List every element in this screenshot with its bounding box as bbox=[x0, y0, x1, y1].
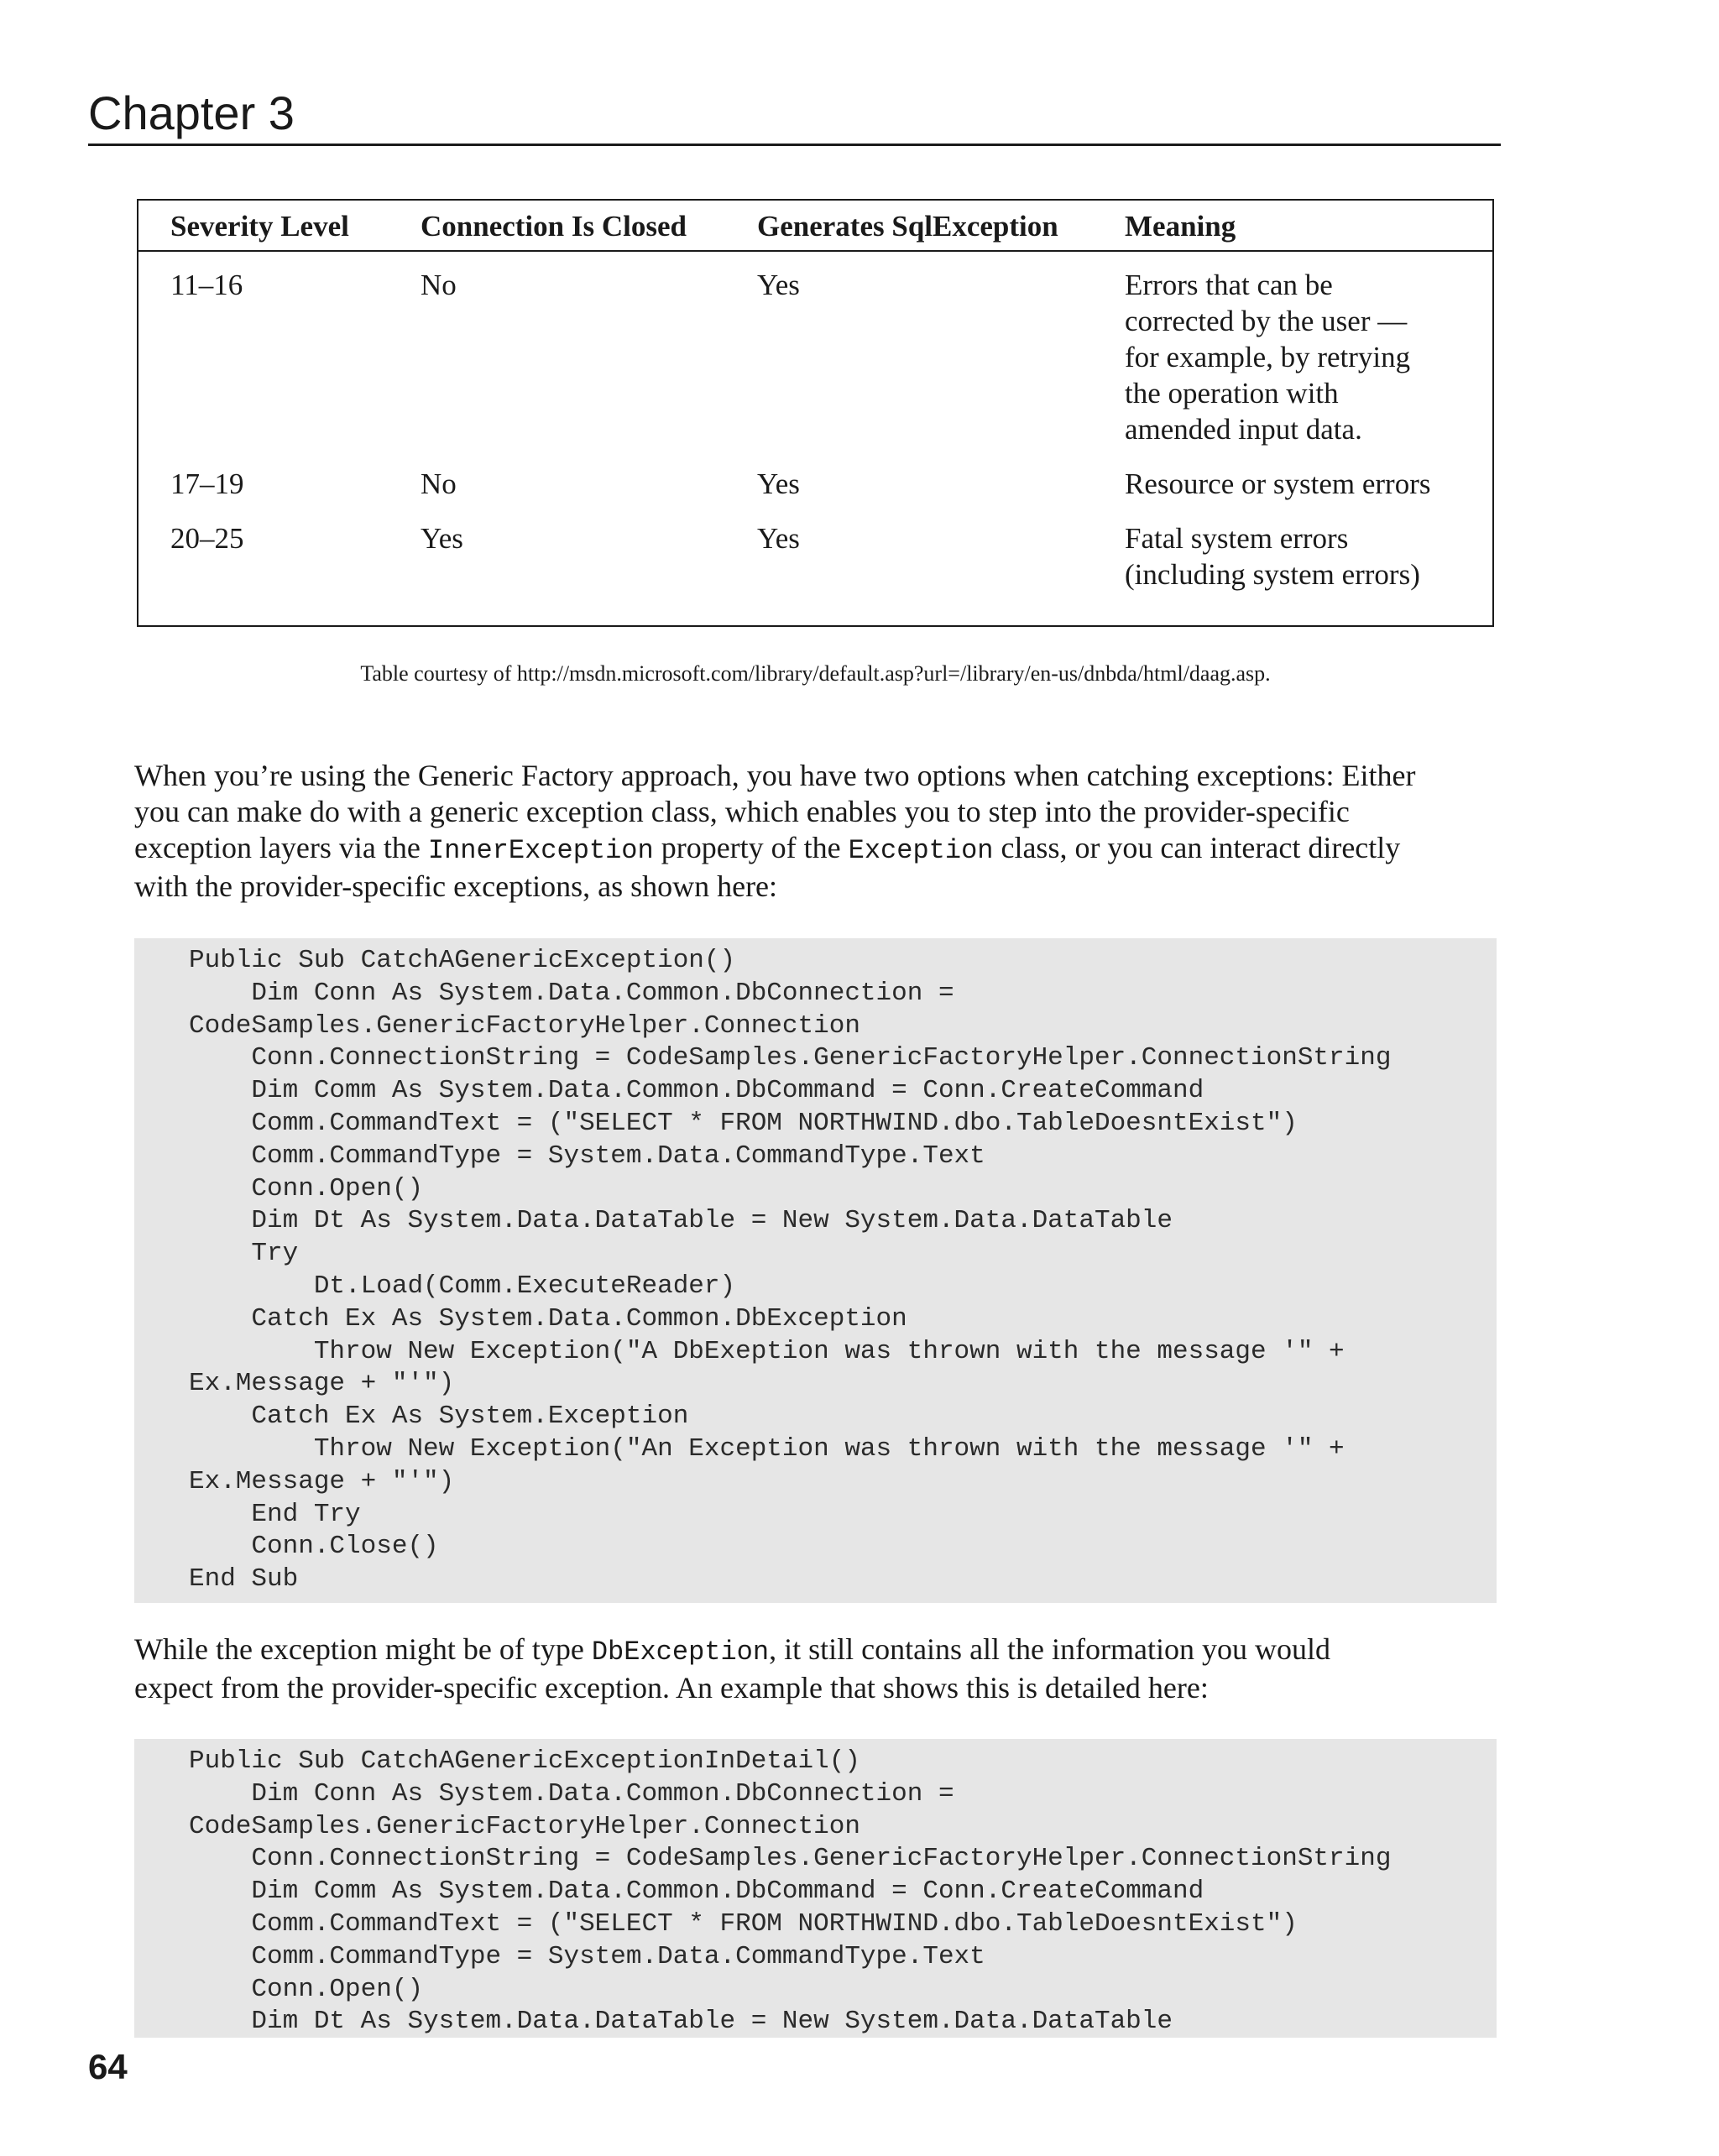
code-line: Public Sub CatchAGenericExceptionInDetail() bbox=[189, 1746, 860, 1776]
table-header-row bbox=[138, 201, 1492, 251]
code-line: Ex.Message + "'") bbox=[189, 1369, 455, 1399]
code-block-2 bbox=[134, 1739, 1497, 2038]
column-header: Severity Level bbox=[170, 209, 349, 243]
code-line: Catch Ex As System.Exception bbox=[189, 1402, 689, 1432]
table-cell-meaning bbox=[1125, 251, 1492, 447]
code-line: Comm.CommandType = System.Data.CommandType.Text bbox=[189, 1941, 985, 1971]
table-cell-closed: No bbox=[421, 467, 457, 500]
paragraph-line: expect from the provider-specific exception. An example that shows this is detailed here: bbox=[134, 1671, 1209, 1704]
code-line: Dim Conn As System.Data.Common.DbConnection = bbox=[189, 1778, 954, 1809]
meaning-line: Errors that can be bbox=[1125, 269, 1333, 301]
page-number: 64 bbox=[88, 2047, 128, 2086]
code-line: Throw New Exception("A DbExeption was thrown with the message '" + bbox=[189, 1336, 1345, 1366]
table-cell-severity: 17–19 bbox=[170, 467, 244, 500]
code-line: Catch Ex As System.Data.Common.DbException bbox=[189, 1303, 907, 1334]
meaning-line: for example, by retrying bbox=[1125, 341, 1411, 373]
code-line: Conn.Open() bbox=[189, 1173, 424, 1203]
code-line: End Sub bbox=[189, 1564, 299, 1595]
paragraph-line: you can make do with a generic exception class, which enables you to step into the provider-specific bbox=[134, 795, 1350, 828]
code-line: Dim Conn As System.Data.Common.DbConnection = bbox=[189, 978, 954, 1008]
severity-table-grid bbox=[138, 201, 1492, 593]
code-line: End Try bbox=[189, 1499, 361, 1529]
meaning-line: Resource or system errors bbox=[1125, 467, 1431, 500]
inline-code: Exception bbox=[848, 835, 994, 866]
meaning-line: amended input data. bbox=[1125, 413, 1362, 446]
table-row bbox=[138, 251, 1492, 447]
paragraph-line bbox=[134, 1631, 1502, 1670]
body-paragraph-1 bbox=[134, 758, 1502, 905]
inline-code: DbException bbox=[591, 1637, 770, 1668]
chapter-title: Chapter 3 bbox=[88, 86, 295, 139]
table-row bbox=[138, 502, 1492, 593]
code-line: CodeSamples.GenericFactoryHelper.Connection bbox=[189, 1010, 860, 1041]
code-line: Comm.CommandText = ("SELECT * FROM NORTHWIND.dbo.TableDoesntExist") bbox=[189, 1108, 1298, 1138]
table-cell-severity: 11–16 bbox=[170, 269, 243, 301]
code-line: Public Sub CatchAGenericException() bbox=[189, 946, 736, 975]
table-cell-generates: Yes bbox=[757, 522, 800, 555]
column-header: Generates SqlException bbox=[757, 209, 1058, 243]
severity-table bbox=[137, 199, 1494, 627]
table-cell-generates: Yes bbox=[757, 467, 800, 500]
table-cell-severity: 20–25 bbox=[170, 522, 244, 555]
code-line: Ex.Message + "'") bbox=[189, 1466, 455, 1496]
text-run: exception layers via the bbox=[134, 831, 428, 864]
code-line: Dim Dt As System.Data.DataTable = New System.Data.DataTable bbox=[189, 1206, 1173, 1236]
table-row bbox=[138, 447, 1492, 502]
paragraph-line: with the provider-specific exceptions, as shown here: bbox=[134, 869, 778, 903]
table-cell-closed: No bbox=[421, 269, 457, 301]
column-header: Meaning bbox=[1125, 209, 1236, 243]
code-line: Try bbox=[189, 1239, 299, 1269]
code-line: Dim Comm As System.Data.Common.DbCommand = Conn.CreateCommand bbox=[189, 1076, 1204, 1106]
code-line: Comm.CommandType = System.Data.CommandType.Text bbox=[189, 1141, 985, 1171]
paragraph-line bbox=[134, 830, 1502, 869]
text-run: While the exception might be of type bbox=[134, 1632, 592, 1666]
code-line: Dim Comm As System.Data.Common.DbCommand = Conn.CreateCommand bbox=[189, 1877, 1204, 1907]
code-line: Conn.Close() bbox=[189, 1532, 439, 1562]
text-run: property of the bbox=[653, 831, 849, 864]
code-line: Dim Dt As System.Data.DataTable = New System.Data.DataTable bbox=[189, 2007, 1173, 2037]
code-block-1 bbox=[134, 938, 1497, 1603]
code-line: Throw New Exception("An Exception was thrown with the message '" + bbox=[189, 1433, 1345, 1464]
table-cell-meaning bbox=[1125, 502, 1492, 593]
paragraph-line: When you’re using the Generic Factory approach, you have two options when catching exceptions: Either bbox=[134, 759, 1416, 792]
code-line: Comm.CommandText = ("SELECT * FROM NORTHWIND.dbo.TableDoesntExist") bbox=[189, 1908, 1298, 1939]
code-line: Conn.ConnectionString = CodeSamples.GenericFactoryHelper.ConnectionString bbox=[189, 1844, 1392, 1874]
table-caption: Table courtesy of http://msdn.microsoft.com/library/default.asp?url=/library/en-us/dnbda/html/daag.asp. bbox=[360, 661, 1271, 686]
meaning-line: (including system errors) bbox=[1125, 558, 1420, 591]
body-paragraph-2 bbox=[134, 1631, 1502, 1706]
code-line: Conn.Open() bbox=[189, 1974, 424, 2004]
table-cell-closed: Yes bbox=[421, 522, 463, 555]
meaning-line: Fatal system errors bbox=[1125, 522, 1349, 555]
chapter-rule bbox=[88, 144, 1501, 146]
code-line: Dt.Load(Comm.ExecuteReader) bbox=[189, 1271, 736, 1301]
text-run: class, or you can interact directly bbox=[993, 831, 1401, 864]
table-cell-meaning bbox=[1125, 447, 1492, 502]
inline-code: InnerException bbox=[427, 835, 654, 866]
meaning-line: the operation with bbox=[1125, 377, 1339, 410]
column-header: Connection Is Closed bbox=[421, 209, 687, 243]
code-line: Conn.ConnectionString = CodeSamples.GenericFactoryHelper.ConnectionString bbox=[189, 1043, 1392, 1073]
text-run: , it still contains all the information you would bbox=[769, 1632, 1330, 1666]
meaning-line: corrected by the user — bbox=[1125, 305, 1408, 337]
table-cell-generates: Yes bbox=[757, 269, 800, 301]
code-line: CodeSamples.GenericFactoryHelper.Connection bbox=[189, 1811, 860, 1841]
